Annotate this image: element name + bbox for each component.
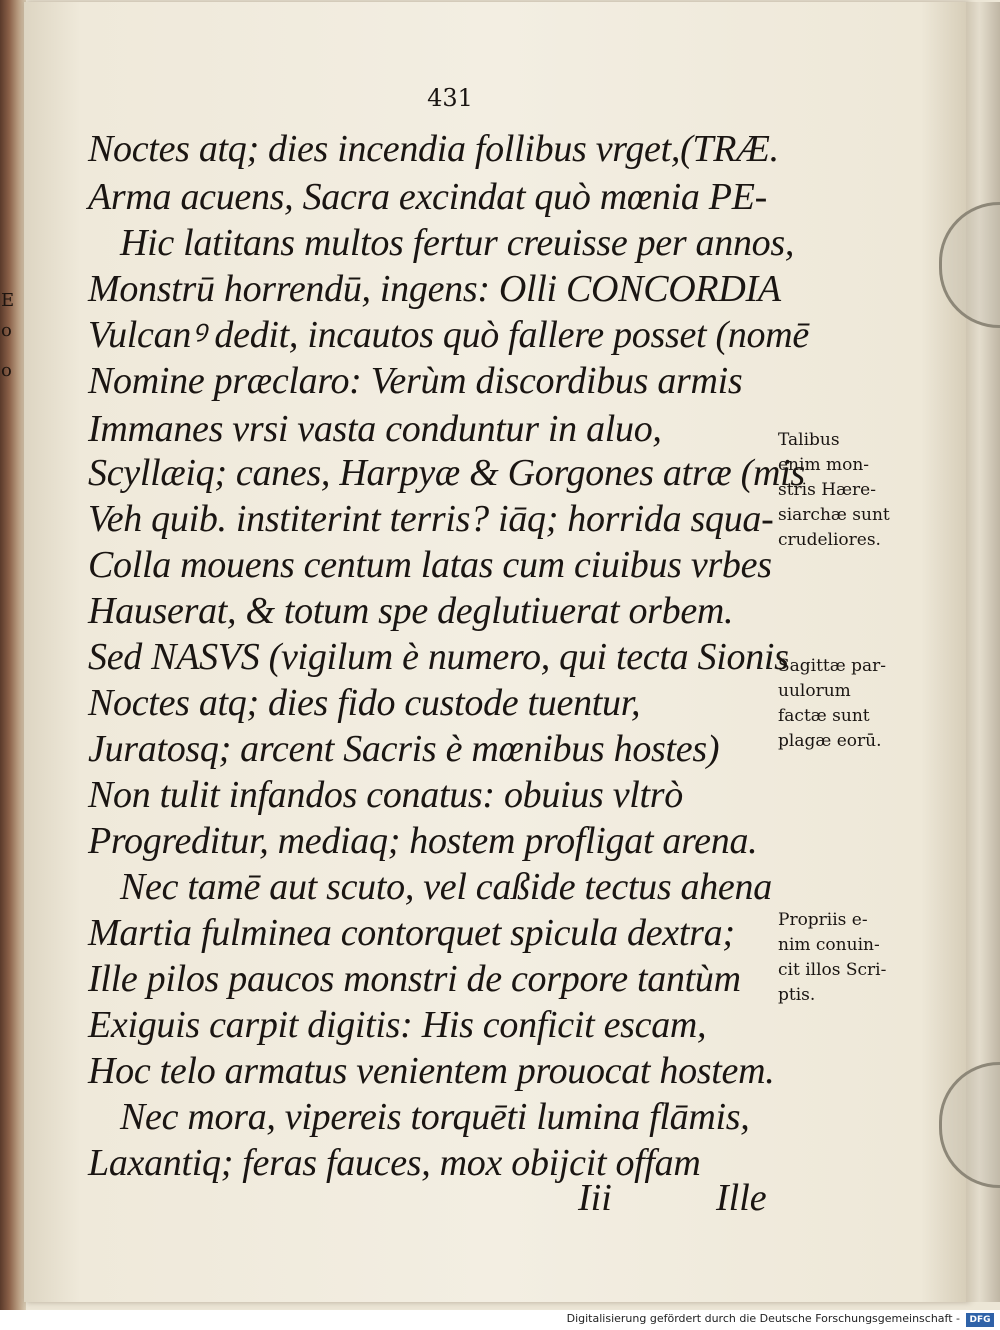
marginal-note-line: uulorum [778,681,851,701]
marginal-note-line: Talibus [778,430,840,450]
verse-line: Laxantiq; feras fauces, mox obijcit offam [88,1142,701,1184]
verse-line: Nec mora, vipereis torquēti lumina flāmis, [120,1096,750,1138]
verse-line: Non tulit infandos conatus: obuius vltrò [88,774,683,816]
marginal-note-line: Propriis e- [778,910,868,930]
verse-line: Noctes atq; dies incendia follibus vrget,(TRÆ. [88,128,779,170]
verse-line: Arma acuens, Sacra excindat quò mœnia PE- [88,176,767,218]
verse-line: Colla mouens centum latas cum ciuibus vrbes [88,544,772,586]
verse-line: Veh quib. institerint terris? iāq; horrida squa- [88,498,774,540]
marginal-note-line: enim mon- [778,455,870,475]
verse-line: Hoc telo armatus venientem prouocat hostem. [88,1050,775,1092]
verse-line: Monstrū horrendū, ingens: Olli CONCORDIA [88,268,781,310]
digitization-credit: Digitalisierung gefördert durch die Deutsche Forschungsgemeinschaft - [566,1312,960,1325]
verse-line: Noctes atq; dies fido custode tuentur, [88,682,641,724]
dfg-logo-icon[interactable]: DFG [966,1313,994,1327]
marginal-note [778,654,910,754]
page-number: 431 [427,84,473,112]
marginal-note-line: ptis. [778,985,816,1005]
marginal-note-line: siarchæ sunt [778,505,890,525]
marginal-note-line: stris Hære- [778,480,876,500]
digitization-credit-bar [0,1310,1000,1330]
verse-line: Nomine præclaro: Verùm discordibus armis [88,360,743,402]
verse-line: Juratosq; arcent Sacris è mœnibus hostes) [88,728,720,770]
verse-line: Hauserat, & totum spe deglutiuerat orbem. [88,590,734,632]
signature-mark: Iii [578,1177,612,1219]
verse-line: Immanes vrsi vasta conduntur in aluo, [88,408,662,450]
binding-fragment: o [1,360,12,381]
binding-fragment: E [1,290,15,311]
verse-line: Exiguis carpit digitis: His conficit escam, [88,1004,707,1046]
marginal-note-line: nim conuin- [778,935,880,955]
verse-line: Vulcanꝰ dedit, incautos quò fallere posset (nomē [88,314,809,356]
verse-line: Sed NASVS (vigilum è numero, qui tecta Sionis [88,636,789,678]
verse-line: Martia fulminea contorquet spicula dextra; [88,912,735,954]
verse-line: Nec tamē aut scuto, vel caßide tectus ahena [120,866,772,908]
verse-line: Hic latitans multos fertur creuisse per annos, [120,222,795,264]
binding-fragment: o [1,320,12,341]
marginal-note-line: factæ sunt [778,706,870,726]
catchword: Ille [716,1177,767,1219]
marginal-note-line: plagæ eorū. [778,731,882,751]
marginal-note-line: cit illos Scri- [778,960,887,980]
verse-line: Scyllæiq; canes, Harpyæ & Gorgones atræ (mis [88,452,805,494]
verse-line: Progreditur, mediaq; hostem profligat arena. [88,820,758,862]
marginal-note [778,908,910,1008]
marginal-note-line: crudeliores. [778,530,881,550]
verse-line: Ille pilos paucos monstri de corpore tantùm [88,958,741,1000]
marginal-note-line: Sagittæ par- [778,656,887,676]
marginal-note [778,428,910,553]
